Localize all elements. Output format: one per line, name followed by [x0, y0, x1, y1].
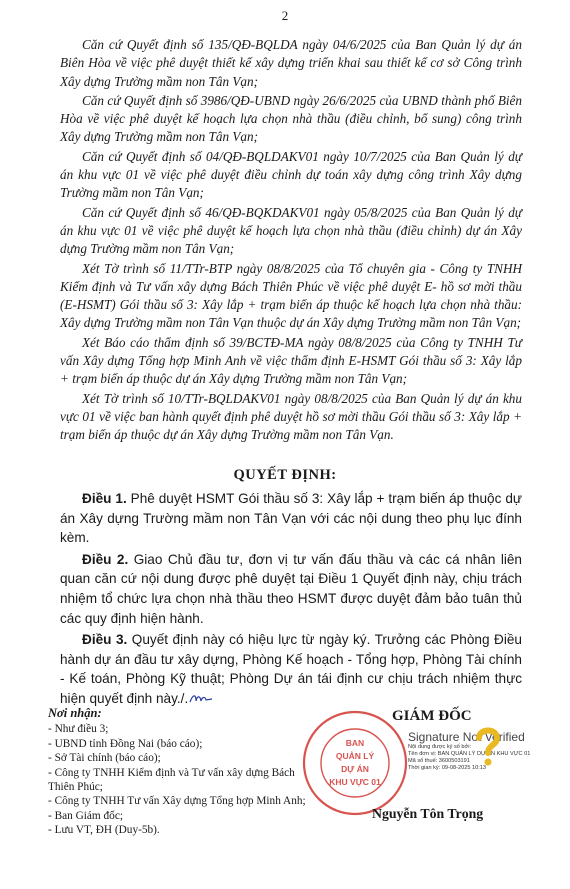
seal-line-1: BAN	[345, 738, 365, 748]
recipients-title: Nơi nhận:	[48, 706, 102, 720]
article-2-text: Giao Chủ đầu tư, đơn vị tư vấn đấu thầu và các cá nhân liên quan căn cứ nội dung được phê duyệt tại Điều 1 Quyết định này, chịu trách nhiệm tổ chức lựa chọn nhà thầu theo HSMT được duyệt đảm bảo tuân thủ các quy định hiện hành.	[60, 551, 522, 626]
recipient-item: - UBND tỉnh Đồng Nai (báo cáo);	[48, 737, 203, 750]
article-2	[60, 550, 522, 628]
seal-line-4: KHU VỰC 01	[329, 777, 381, 787]
article-3	[60, 630, 522, 708]
recipient-item: - Công ty TNHH Tư vấn Xây dựng Tổng hợp Minh Anh;	[48, 795, 306, 808]
signer-name: Nguyễn Tôn Trọng	[372, 806, 484, 821]
decision-heading: QUYẾT ĐỊNH:	[233, 467, 337, 483]
signature-detail-line: Nội dung được ký số bởi:	[408, 744, 472, 750]
seal-line-2: QUẢN LÝ	[335, 751, 375, 761]
article-1	[60, 489, 522, 548]
preamble-para-6: Xét Báo cáo thẩm định số 39/BCTĐ-MA ngày 08/8/2025 của Công ty TNHH Tư vấn Xây dựng Tổng hợp Minh Anh về việc thẩm định E-HSMT Gói thầu số 3: Xây lắp + trạm biến áp thuộc dự án Xây dựng Trường mầm non Tân Vạn;	[60, 334, 522, 387]
seal-line-3: DỰ ÁN	[341, 764, 369, 774]
recipient-item: - Như điều 3;	[48, 723, 109, 736]
recipient-item: - Công ty TNHH Kiểm định và Tư vấn xây dựng Bách Thiên Phúc;	[48, 766, 295, 794]
recipients	[48, 706, 318, 838]
article-3-label: Điều 3.	[82, 632, 128, 648]
preamble-para-1: Căn cứ Quyết định số 135/QĐ-BQLDA ngày 04/6/2025 của Ban Quản lý dự án Biên Hòa về việc phê duyệt thiết kế xây dựng triển khai sau thiết kế cơ sở Công trình Xây dựng Trường mầm non Tân Vạn;	[60, 37, 522, 89]
article-2-label: Điều 2.	[82, 551, 129, 567]
director-title: GIÁM ĐỐC	[392, 708, 472, 724]
recipient-item: - Lưu VT, ĐH (Duy-5b).	[48, 824, 160, 837]
signature-status: Signature Not Verified	[408, 730, 525, 744]
preamble-para-4: Căn cứ Quyết định số 46/QĐ-BQKDAKV01 ngày 05/8/2025 của Ban Quản lý dự án khu vực 01 về việc phê duyệt kế hoạch lựa chọn nhà thầu (điều chỉnh) dự án Xây dựng Trường mầm non Tân Vạn;	[60, 204, 522, 257]
article-1-text: Phê duyệt HSMT Gói thầu số 3: Xây lắp + trạm biến áp thuộc dự án Xây dựng Trường mầm non Tân Vạn với các nội dung theo phụ lục đính kèm.	[60, 491, 522, 546]
article-1-label: Điều 1.	[82, 491, 127, 506]
signature-detail-line: Mã số thuế: 3600503191	[408, 758, 470, 764]
page-number: 2	[281, 8, 289, 23]
preamble-para-5: Xét Tờ trình số 11/TTr-BTP ngày 08/8/2025 của Tổ chuyên gia - Công ty TNHH Kiểm định và Tư vấn xây dựng Bách Thiên Phúc về việc phê duyệt E- hồ sơ mời thầu (E-HSMT) Gói thầu số 3: Xây lắp + trạm biến áp thuộc kế hoạch lựa chọn nhà thầu: Xây dựng Trường mầm non Tân Vạn thuộc dự án Xây dựng Trường mầm non Tân Vạn;	[60, 260, 522, 331]
unverified-question-icon	[470, 724, 506, 768]
recipient-item: - Ban Giám đốc;	[48, 809, 123, 822]
signature-detail-line: Tên đơn vị: BAN QUẢN LÝ DỰ ÁN KHU VỰC 01	[408, 751, 531, 757]
article-3-text: Quyết định này có hiệu lực từ ngày ký. Trưởng các Phòng Điều hành dự án đầu tư xây dựng, Phòng Kế hoạch - Tổng hợp, Phòng Tài chính - Kế toán, Phòng Kỹ thuật; Phòng Dự án tái định cư chịu trách nhiệm thực hiện quyết định này./.	[60, 632, 522, 706]
preamble	[60, 36, 522, 446]
articles	[60, 489, 522, 711]
recipient-item: - Sở Tài chính (báo cáo);	[48, 752, 161, 765]
preamble-para-2: Căn cứ Quyết định số 3986/QĐ-UBND ngày 26/6/2025 của UBND thành phố Biên Hòa về việc phê duyệt kế hoạch lựa chọn nhà thầu (điều chỉnh, bổ sung) công trình Xây dựng Trường mầm non Tân Vạn;	[60, 92, 522, 145]
preamble-para-7: Xét Tờ trình số 10/TTr-BQLDAKV01 ngày 08/8/2025 của Ban Quản lý dự án khu vực 01 về việc ban hành quyết định phê duyệt hồ sơ mời thầu Gói thầu số 3: Xây lắp + trạm biến áp thuộc dự án Xây dựng Trường mầm non Tân Vạn.	[60, 390, 522, 443]
initial-scribble-icon	[188, 692, 214, 706]
signature-detail-line: Thời gian ký: 09-08-2025 10:13	[408, 765, 486, 771]
preamble-para-3: Căn cứ Quyết định số 04/QĐ-BQLDAKV01 ngày 10/7/2025 của Ban Quản lý dự án khu vực 01 về việc phê duyệt điều chỉnh dự toán xây dựng công trình Xây dựng Trường mầm non Tân Vạn;	[60, 148, 522, 201]
